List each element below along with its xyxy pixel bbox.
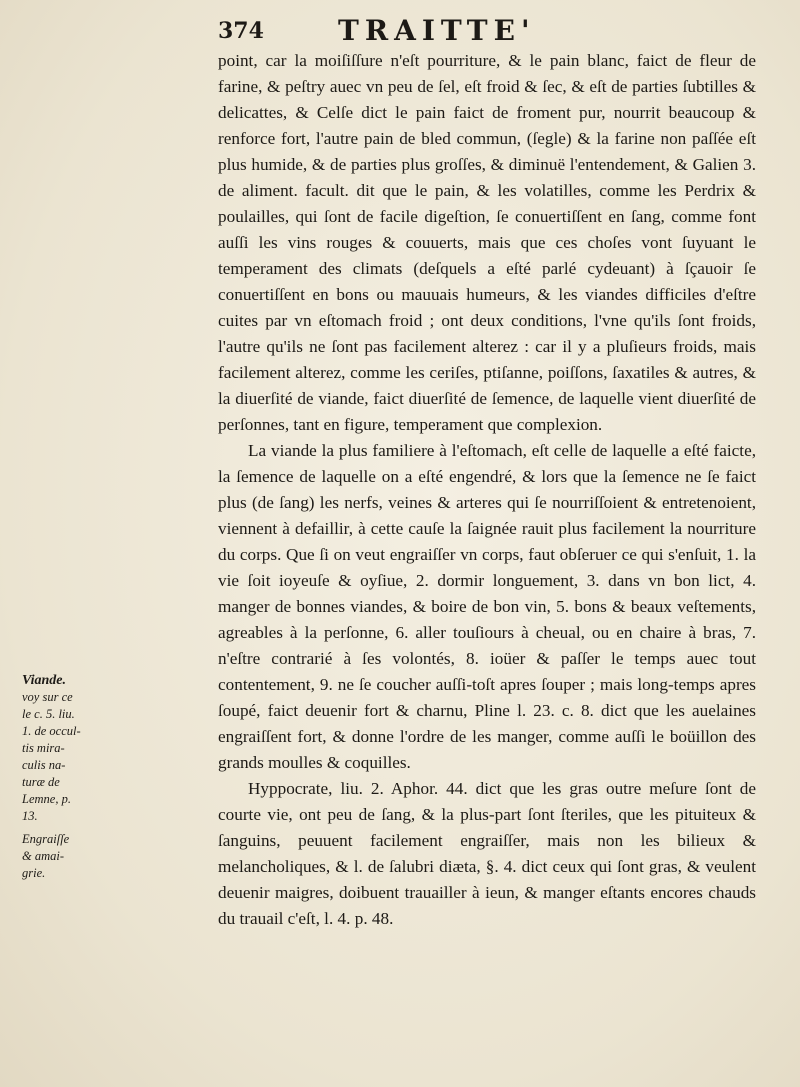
margin-ref-line: voy sur ce xyxy=(22,690,73,704)
margin-topic-line: grie. xyxy=(22,866,46,880)
margin-topic-line: & amai- xyxy=(22,849,65,863)
body-text xyxy=(218,48,756,932)
margin-ref-line: turæ de xyxy=(22,775,60,789)
margin-heading: Viande. xyxy=(22,673,66,688)
paragraph-viande: La viande la plus familiere à l'eſtomach, eſt celle de laquelle a eſté faicte, la ſemence de laquelle on a eſté engendré, & lors que la ſemence ne ſe faict plus (de ſang) les nerfs, veines & arteres qui ſe nourriſſoient & entretenoient, viennent à defaillir, à cette cauſe la ſaignée rauit plus facilement la nourriture du corps. Que ſi on veut engraiſſer vn corps, faut obſeruer ce qui s'enſuit, 1. la vie ſoit ioyeuſe & oyſiue, 2. dormir longuement, 3. dans vn bon lict, 4. manger de bonnes viandes, & boire de bon vin, 5. bons & beaux veſtements, agreables à la perſonne, 6. aller touſiours à cheual, ou en chaire à bras, 7. n'eſtre contrarié à ſes volontés, 8. ioüer & paſſer le temps auec tout contentement, 9. ne ſe coucher auſſi-toſt apres ſouper ; mais long-temps apres ſoupé, faict deuenir fort & charnu, Pline l. 23. c. 8. dict que les auelaines engraiſſent fort, & donne l'ordre de les manger, comme auſſi le boüillon des grands moulles & coquilles. xyxy=(218,441,756,772)
margin-ref-line: culis na- xyxy=(22,758,66,772)
margin-ref-line: Lemne, p. xyxy=(22,792,71,806)
page-number: 374 xyxy=(218,18,264,44)
margin-ref-line: tis mira- xyxy=(22,741,65,755)
paragraph-continuation: point, car la moiſiſſure n'eſt pourriture, & le pain blanc, faict de fleur de farine, & peſtry auec vn peu de ſel, eſt froid & ſec, & eſt de parties ſubtilles & delicattes, & Celſe dict le pain faict de froment pur, nourrit beaucoup & renforce fort, l'autre pain de bled commun, (ſegle) & la farine non paſſée eſt plus humide, & de parties plus groſſes, & diminuë l'entendement, & Galien 3. de aliment. facult. dit que le pain, & les volatilles, comme les Perdrix & poulailles, qui ſont de facile digeſtion, ſe conuertiſſent en ſang, comme font auſſi les vins rouges & couuerts, mais que ces choſes vont ſuyuant le temperament des climats (deſquels a eſté parlé cydeuant) à ſçauoir ſe conuertiſſent en bons ou mauuais humeurs, & les viandes difficiles d'eſtre cuites par vn eſtomach froid ; ont deux conditions, l'vne qu'ils ſont froids, l'autre qu'ils ne ſont pas facilement alterez : car il y a pluſieurs froids, mais facilement alterez, comme les ceriſes, ptiſanne, poiſſons, ſaxatiles & autres, & la diuerſité de viande, faict diuerſité de ſemence, de laquelle vient diuerſité de perſonnes, tant en figure, temperament que complexion. xyxy=(218,51,756,434)
margin-ref-line: 13. xyxy=(22,809,38,823)
margin-ref-line: 1. de occul- xyxy=(22,724,81,738)
running-title: TRAITTE' xyxy=(338,14,536,47)
margin-ref-line: le c. 5. liu. xyxy=(22,707,75,721)
margin-notes xyxy=(22,672,92,882)
margin-topic-line: Engraiſſe xyxy=(22,832,70,846)
page-header xyxy=(218,14,748,47)
paragraph-hyppocrate: Hyppocrate, liu. 2. Aphor. 44. dict que les gras outre meſure ſont de courte vie, ont peu de ſang, & la plus-part ſont ſteriles, que les pituiteux & ſanguins, peuuent facilement engraiſſer, mais non les bilieux & melancholiques, & l. de ſalubri diæta, §. 4. dict ceux qui ſont gras, & veulent deuenir maigres, doibuent trauailler à ieun, & manger eſtants encores chauds du trauail c'eſt, l. 4. p. 48. xyxy=(218,779,756,928)
